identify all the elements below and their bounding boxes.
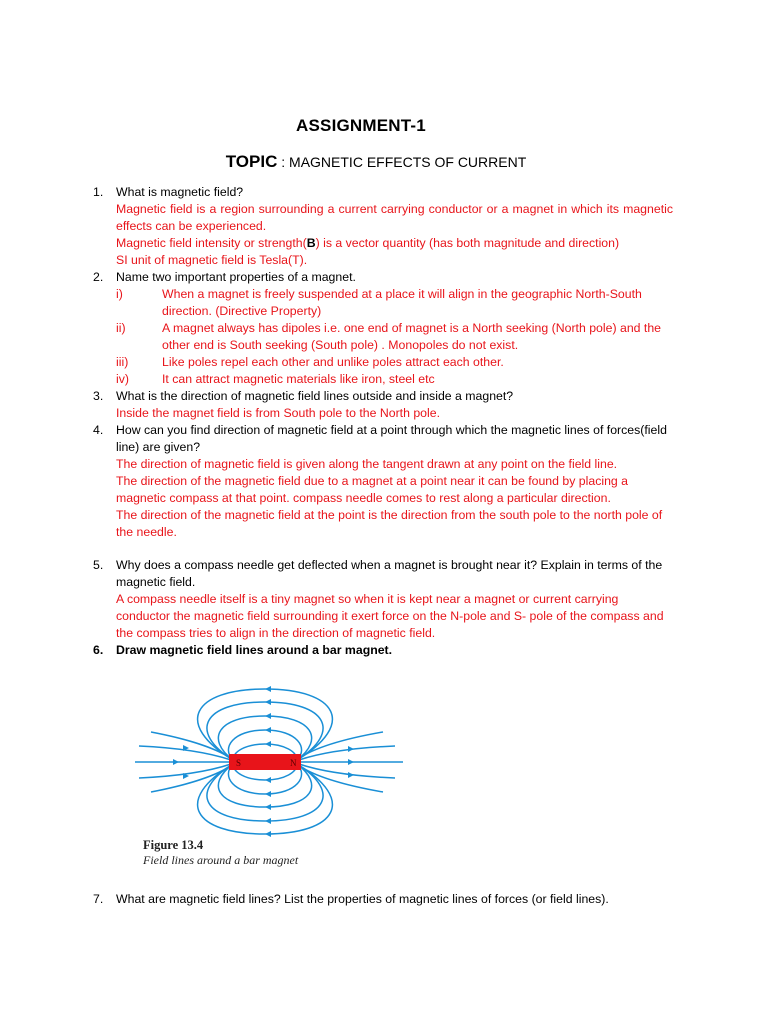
property-item: iii) Like poles repel each other and unlike poles attract each other. [116,355,504,369]
answer-1-line-3: SI unit of magnetic field is Tesla(T). [116,253,308,267]
question-text: Why does a compass needle get deflected when a magnet is brought near it? Explain in terms of the magnetic field. [116,558,663,589]
arrow-icon [265,741,271,747]
arrow-icon [348,759,354,765]
question-2 [93,269,673,286]
question-number: 2. [93,270,104,284]
arrow-icon [265,727,271,733]
arrow-icon [265,791,271,797]
field-line [218,764,311,807]
question-number: 6. [93,643,104,657]
question-4 [93,422,673,456]
question-number: 5. [93,558,104,572]
answer-1-line-1: Magnetic field is a region surrounding a current carrying conductor or a magnet in which its magnetic effects can be experienced. [116,202,673,233]
question-1 [93,184,673,201]
topic-label: TOPIC [225,152,278,171]
question-text: Name two important properties of a magnet. [116,270,356,284]
arrow-icon [348,746,354,752]
question-number: 1. [93,185,104,199]
arrow-icon [265,699,271,705]
topic-heading [0,152,752,172]
figure-title: Figure 13.4 [143,838,204,852]
questions-list [93,184,673,659]
question-6 [93,642,673,659]
arrow-icon [348,772,354,778]
question-7 [93,891,693,908]
field-line [218,716,311,760]
question-text: How can you find direction of magnetic field at a point through which the magnetic lines of forces(field line) are given? [116,423,667,454]
property-item: iv) It can attract magnetic materials like iron, steel etc [116,372,435,386]
question-3 [93,388,673,405]
answer-1-line-2: Magnetic field intensity or strength(B) is a vector quantity (has both magnitude and direction) [116,236,620,250]
property-item: i) When a magnet is freely suspended at a place it will align in the geographic North-South direction. (Directive Property) [116,287,642,318]
question-text: What is the direction of magnetic field lines outside and inside a magnet? [116,389,514,403]
question-number: 4. [93,423,104,437]
assignment-title: ASSIGNMENT-1 [296,116,426,135]
answer-3: Inside the magnet field is from South pole to the North pole. [116,406,441,420]
arrow-icon [173,759,179,765]
property-item: ii) A magnet always has dipoles i.e. one end of magnet is a North seeking (North pole) and the other end is South seeking (South pole) . Monopoles do not exist. [116,321,662,352]
pole-n-label: N [290,758,297,768]
question-number: 7. [93,892,104,906]
question-text: What are magnetic field lines? List the properties of magnetic lines of forces (or field lines). [116,892,609,906]
answer-5: A compass needle itself is a tiny magnet so when it is kept near a magnet or current carrying conductor the magnetic field surrounding it exert force on the N-pole and S- pole of the compass and the compass tries to align in the direction of magnetic field. [116,592,664,640]
arrow-icon [265,777,271,783]
arrow-icon [265,818,271,824]
arrow-icon [265,831,271,837]
answer-4-line-3: The direction of the magnetic field at the point is the direction from the south pole to the north pole of the needle. [116,508,663,539]
arrow-icon [265,686,271,692]
answer-4-line-1: The direction of magnetic field is given along the tangent drawn at any point on the field line. [116,457,618,471]
arrow-icon [265,713,271,719]
question-number: 3. [93,389,104,403]
pole-s-label: S [236,758,242,768]
answer-4-line-2: The direction of the magnetic field due to a magnet at a point near it can be found by placing a magnetic compass at that point. compass needle comes to rest along a particular direction. [116,474,629,505]
question-text: What is magnetic field? [116,185,244,199]
arrow-icon [265,804,271,810]
question-5 [93,557,673,591]
question-text: Draw magnetic field lines around a bar magnet. [116,643,393,657]
figure-caption: Field lines around a bar magnet [143,853,299,867]
topic-text: : MAGNETIC EFFECTS OF CURRENT [281,154,527,170]
